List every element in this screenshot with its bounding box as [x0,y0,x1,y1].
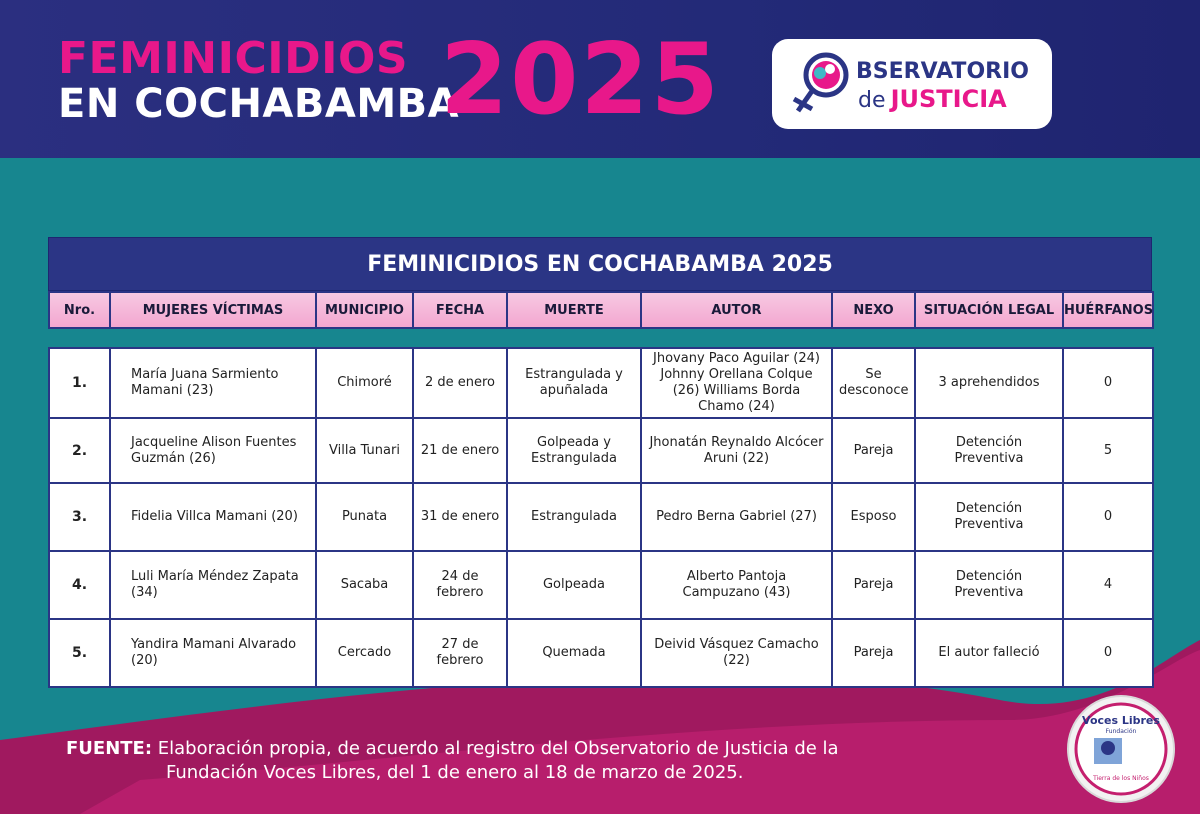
source-note [66,737,839,785]
logo-text-justicia-word: JUSTICIA [890,85,1007,113]
col-header-fecha: FECHA [413,292,507,328]
logo-text-observatorio: BSERVATORIO [856,59,1029,84]
cell-nexo: Se desconoce [832,348,915,418]
voces-libres-logo [1066,694,1176,804]
table-row [49,418,1153,483]
page-title [58,33,460,127]
cell-victima: Jacqueline Alison Fuentes Guzmán (26) [110,418,316,483]
source-line2: Fundación Voces Libres, del 1 de enero al 18 de marzo de 2025. [166,762,744,783]
title-year: 2025 [440,23,721,137]
cell-nro: 2. [49,418,110,483]
col-header-muerte: MUERTE [507,292,641,328]
cell-muerte: Golpeada y Estrangulada [507,418,641,483]
col-header-nexo: NEXO [832,292,915,328]
logo-text-justicia [858,85,1007,113]
cell-situacion: El autor falleció [915,619,1063,687]
cell-victima: María Juana Sarmiento Mamani (23) [110,348,316,418]
cell-muerte: Estrangulada [507,483,641,551]
cell-nro: 4. [49,551,110,619]
cell-nexo: Esposo [832,483,915,551]
cell-nro: 5. [49,619,110,687]
cell-autor: Deivid Vásquez Camacho (22) [641,619,832,687]
cell-nexo: Pareja [832,551,915,619]
cell-municipio: Chimoré [316,348,413,418]
cell-muerte: Estrangulada y apuñalada [507,348,641,418]
cell-autor: Pedro Berna Gabriel (27) [641,483,832,551]
cell-muerte: Quemada [507,619,641,687]
voces-logo-bottom: Tierra de los Niños [1093,775,1149,782]
col-header-autor: AUTOR [641,292,832,328]
cell-municipio: Punata [316,483,413,551]
cell-autor: Jhovany Paco Aguilar (24) Johnny Orellana Colque (26) Williams Borda Chamo (24) [641,348,832,418]
cell-fecha: 31 de enero [413,483,507,551]
cell-nexo: Pareja [832,619,915,687]
table-row [49,619,1153,687]
cell-situacion: Detención Preventiva [915,418,1063,483]
table-row [49,483,1153,551]
cell-situacion: 3 aprehendidos [915,348,1063,418]
source-line1: Elaboración propia, de acuerdo al registro del Observatorio de Justicia de la [157,738,839,759]
cell-huerfanos: 5 [1063,418,1153,483]
cell-fecha: 24 de febrero [413,551,507,619]
header-banner [0,0,1200,158]
table-row [49,348,1153,418]
cell-victima: Luli María Méndez Zapata (34) [110,551,316,619]
cell-huerfanos: 0 [1063,348,1153,418]
title-line1: FEMINICIDIOS [58,33,409,84]
table-header-row [49,292,1153,328]
table-body [48,347,1154,688]
source-label: FUENTE: [66,738,153,759]
cell-fecha: 21 de enero [413,418,507,483]
cell-nexo: Pareja [832,418,915,483]
col-header-municipio: MUNICIPIO [316,292,413,328]
female-symbol-icon [790,47,854,121]
cell-autor: Jhonatán Reynaldo Alcócer Aruni (22) [641,418,832,483]
col-header-nro: Nro. [49,292,110,328]
cell-victima: Fidelia Villca Mamani (20) [110,483,316,551]
cell-municipio: Sacaba [316,551,413,619]
cell-huerfanos: 4 [1063,551,1153,619]
table-row [49,551,1153,619]
col-header-victimas: MUJERES VÍCTIMAS [110,292,316,328]
table-title: FEMINICIDIOS EN COCHABAMBA 2025 [48,237,1152,291]
feminicides-table [48,237,1152,688]
cell-situacion: Detención Preventiva [915,551,1063,619]
cell-victima: Yandira Mamani Alvarado (20) [110,619,316,687]
logo-text-de: de [858,88,886,113]
cell-nro: 3. [49,483,110,551]
col-header-huerfanos: HUÉRFANOS [1063,292,1153,328]
cell-huerfanos: 0 [1063,619,1153,687]
cell-fecha: 2 de enero [413,348,507,418]
cell-municipio: Cercado [316,619,413,687]
cell-nro: 1. [49,348,110,418]
col-header-situacion: SITUACIÓN LEGAL [915,292,1063,328]
voces-logo-title: Voces Libres [1082,714,1160,727]
cell-huerfanos: 0 [1063,483,1153,551]
cell-fecha: 27 de febrero [413,619,507,687]
title-line2: EN COCHABAMBA [58,81,460,127]
cell-autor: Alberto Pantoja Campuzano (43) [641,551,832,619]
cell-muerte: Golpeada [507,551,641,619]
cell-municipio: Villa Tunari [316,418,413,483]
voces-logo-sub: Fundación [1105,728,1137,735]
observatorio-logo [772,39,1052,129]
cell-situacion: Detención Preventiva [915,483,1063,551]
